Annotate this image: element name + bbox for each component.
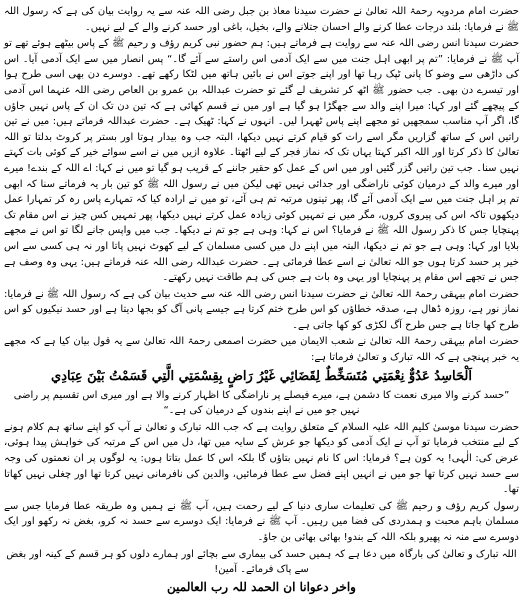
paragraph-1: حضرت امام مردویہ رحمۃ اللہ تعالیٰ نے حضرت سیدنا معاذ بن جبل رضی اللہ عنہ سے یہ روایت بیان کی ہے کہ رسول اللہ ﷺ نے فرمایا: بلند درجات عطا کرنے والے احسان جتلانے والے، بخیل، باغی اور حسد کرنے والے کے لیے نہیں۔ [4,6,519,33]
dua-paragraph: اللہ تبارک و تعالیٰ کی بارگاہ میں دعا ہے کہ ہمیں حسد کی بیماری سے بچائے اور ہمارے دلوں کو ہر قسم کے کینہ اور بغض سے پاک فرمائے۔ آمین! [6,548,517,576]
closing-line: واخر دعوانا ان الحمد للہ رب العالمین [167,579,356,594]
paragraph-6: رسول کریم رؤف و رحیم ﷺ کی تعلیمات ساری دنیا کے لیے رحمت ہیں، آپ ﷺ نے ہمیں وہ طریقہ عطا فرمایا جس سے مسلمان باہم محبت و ہمدردی کی فضا میں رہیں۔ آپ ﷺ نے فرمایا: ایک دوسرے سے حسد نہ کرو، بغض نہ رکھو اور ایک دوسرے سے منہ نہ پھیرو بلکہ اللہ کے بندو! بھائی بھائی بن جاؤ۔ [4,500,519,543]
arabic-translation: ”حسد کرنے والا میری نعمت کا دشمن ہے، میرے فیصلے پر ناراضگی کا اظہار کرنے والا ہے اور میری اس تقسیم پر راضی نہیں جو میں نے اپنے بندوں کے درمیان کی ہے۔“ [13,389,510,417]
paragraph-5: حضرت سیدنا موسیٰ کلیم اللہ علیہ السلام کے متعلق روایت ہے کہ جب اللہ تبارک و تعالیٰ نے آپ کو اپنے ساتھ ہم کلام ہونے کے لیے منتخب فرمایا تو آپ نے ایک آدمی کو دیکھا جو عرش کے سایہ میں تھا، دل میں اس کے مرتبہ کی خواہش پیدا ہوئی، عرض کی: الٰہی! یہ کون ہے؟ فرمایا: اس کا نام نہیں بتاؤں گا بلکہ اس کا عمل بتاتا ہوں: یہ لوگوں پر ان نعمتوں کی وجہ سے حسد نہیں کرتا تھا جو میں نے انہیں اپنے فضل سے عطا فرمائیں، والدین کی نافرمانی نہیں کرتا تھا اور چغلی نہیں کھاتا تھا۔ [4,421,519,496]
paragraph-2: حضرت سیدنا انس رضی اللہ عنہ سے روایت ہے فرماتے ہیں: ہم حضور نبی کریم رؤف و رحیم ﷺ کے پاس بیٹھے ہوئے تھے تو آپ ﷺ نے فرمایا: ”تم پر ابھی اہل جنت میں سے ایک آدمی اس راستے سے آئے گا۔“ پس انصار میں سے ایک آدمی آیا۔ اس کی داڑھی سے وضو کا پانی ٹپک رہا تھا اور اپنے جوتے اس نے بائیں ہاتھ میں لٹکا رکھے تھے۔ دوسرے دن بھی اسی طرح ہوا اور تیسرے دن بھی۔ جب حضور ﷺ اٹھ کر تشریف لے گئے تو حضرت عبداللہ بن عمرو بن العاص رضی اللہ عنہما اس آدمی کے پیچھے گئے اور کہا: میرا اپنے والد سے جھگڑا ہو گیا ہے اور میں نے قسم کھائی ہے کہ تین دن تک ان کے پاس نہیں جاؤں گا، اگر آپ مناسب سمجھیں تو مجھے اپنے پاس ٹھہرا لیں۔ انہوں نے کہا: ٹھیک ہے۔ حضرت عبداللہ فرماتے ہیں: میں نے تین راتیں اس کے ساتھ گزاریں مگر اسے رات کو قیام کرتے نہیں دیکھا، البتہ جب وہ بیدار ہوتا اور بستر پر کروٹ بدلتا تو اللہ تعالیٰ کا ذکر کرتا اور اللہ اکبر کہتا یہاں تک کہ نماز فجر کے لیے اٹھتا۔ علاوہ ازیں میں نے اسے سوائے خیر کے کوئی بات کہتے نہیں سنا۔ جب تین راتیں گزر گئیں اور میں اس کے عمل کو حقیر جاننے کے قریب ہو گیا تو میں نے کہا: اے اللہ کے بندے! میرے اور میرے والد کے درمیان کوئی ناراضگی اور جدائی نہیں تھی لیکن میں نے رسول اللہ ﷺ کو تین بار یہ فرماتے سنا کہ ابھی تم پر اہل جنت میں سے ایک آدمی آئے گا، پھر تینوں مرتبہ تم ہی آئے، تو میں نے ارادہ کیا کہ تمہارے پاس رہ کر تمہارا عمل دیکھوں تاکہ اس کی پیروی کروں، مگر میں نے تمہیں کوئی زیادہ عمل کرتے نہیں دیکھا، پھر تمہیں کس چیز نے اس مقام تک پہنچایا جس کا ذکر رسول اللہ ﷺ نے فرمایا؟ اس نے کہا: وہی ہے جو تم نے دیکھا۔ جب میں واپس جانے لگا تو اس نے مجھے بلایا اور کہا: وہی ہے جو تم نے دیکھا، البتہ میں اپنے دل میں کسی مسلمان کے لیے کھوٹ نہیں پاتا اور نہ ہی کسی سے اس خیر پر حسد کرتا ہوں جو اللہ تعالیٰ نے اسے عطا فرمائی ہے۔ حضرت عبداللہ رضی اللہ عنہ فرماتے ہیں: یہی وہ وصف ہے جس نے تجھے اس مقام پر پہنچایا اور یہی وہ بات ہے جس کی ہم طاقت نہیں رکھتے۔ [4,38,519,284]
arabic-quote: اَلْحَاسِدُ عَدُوٌّ نِعْمَتِي مُتَسَخِّطٌ لِقَضَائِي غَيْرُ رَاضٍ بِقِسْمَتِي الَّتِي قَسَمْتُ بَيْنَ عِبَادِي [51,368,472,384]
paragraph-4: حضرت امام بیہقی رحمۃ اللہ تعالیٰ نے شعب الایمان میں حضرت اصمعی رحمۃ اللہ تعالیٰ سے یہ قول بیان کیا ہے کہ مجھے یہ خبر پہنچی ہے کہ اللہ تبارک و تعالیٰ فرماتا ہے: [4,336,519,364]
paragraph-3: حضرت امام بیہقی رحمۃ اللہ تعالیٰ نے حضرت سیدنا انس رضی اللہ عنہ سے حدیث بیان کی ہے کہ رسول اللہ ﷺ نے فرمایا: نماز نور ہے، روزہ ڈھال ہے، صدقہ خطاؤں کو اس طرح ختم کرتا ہے جیسے پانی آگ کو بجھا دیتا ہے اور حسد نیکیوں کو اس طرح کھا جاتا ہے جس طرح آگ لکڑی کو کھا جاتی ہے۔ [4,288,519,331]
